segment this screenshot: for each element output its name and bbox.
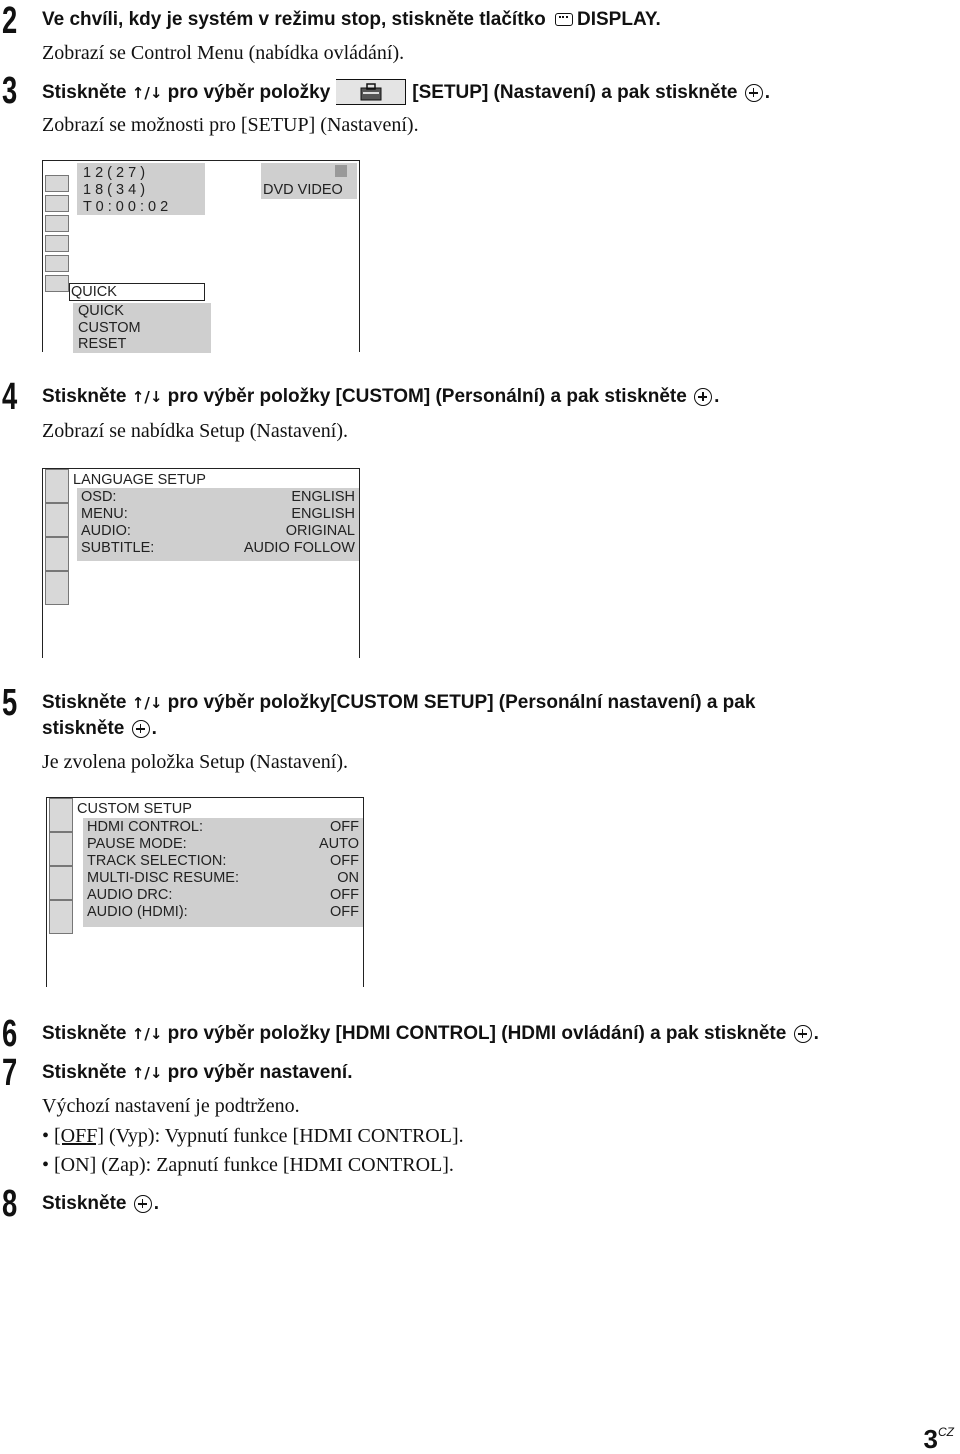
menu-icon-slot bbox=[45, 469, 69, 503]
step-5-instruction: Stiskněte ↑/↓ pro výběr položky[CUSTOM SETUP] (Personální nastavení) a pak bbox=[42, 692, 756, 713]
menu-icon-slot bbox=[49, 900, 73, 934]
option-on: [ON] bbox=[54, 1154, 97, 1176]
up-down-arrows-icon: ↑/↓ bbox=[131, 1064, 163, 1082]
setting-row-osd[interactable]: OSD: ENGLISH bbox=[81, 489, 355, 505]
menu-title: LANGUAGE SETUP bbox=[73, 472, 206, 488]
menu-icon-slot bbox=[45, 571, 69, 605]
step-4-result: Zobrazí se nabídka Setup (Nastavení). bbox=[42, 420, 349, 442]
setup-option-reset[interactable]: RESET bbox=[78, 336, 127, 352]
step-7-note: Výchozí nastavení je podtrženo. bbox=[42, 1095, 300, 1117]
menu-icon-slot bbox=[45, 235, 69, 252]
setup-toolbox-icon bbox=[336, 79, 406, 105]
media-indicator-square bbox=[335, 165, 347, 177]
step-2-instruction: Ve chvíli, kdy je systém v režimu stop, stiskněte tlačítko DISPLAY. bbox=[42, 9, 661, 30]
setting-row-track-selection[interactable]: TRACK SELECTION: OFF bbox=[87, 853, 359, 869]
setup-options-list bbox=[73, 303, 211, 353]
page-number: $3^{CZ}$ bbox=[923, 1424, 954, 1454]
setting-row-pause-mode[interactable]: PAUSE MODE: AUTO bbox=[87, 836, 359, 852]
menu-icon-slot bbox=[49, 832, 73, 866]
step-number-8: 8 bbox=[2, 1183, 18, 1225]
step-number-6: 6 bbox=[2, 1013, 18, 1055]
step-number-5: 5 bbox=[2, 682, 18, 724]
custom-settings-list bbox=[83, 818, 363, 927]
control-menu-screen bbox=[42, 160, 360, 352]
menu-icon-slot bbox=[45, 195, 69, 212]
setup-option-custom[interactable]: CUSTOM bbox=[78, 320, 141, 336]
step-3-result: Zobrazí se možnosti pro [SETUP] (Nastavení). bbox=[42, 114, 419, 136]
up-down-arrows-icon: ↑/↓ bbox=[131, 84, 163, 102]
step-7-instruction: Stiskněte ↑/↓ pro výběr nastavení. bbox=[42, 1062, 353, 1083]
enter-button-icon bbox=[132, 720, 150, 738]
menu-title: CUSTOM SETUP bbox=[77, 801, 192, 817]
step-5-result: Je zvolena položka Setup (Nastavení). bbox=[42, 751, 349, 773]
option-on-item: • [ON] (Zap): Zapnutí funkce [HDMI CONTROL]. bbox=[42, 1154, 454, 1176]
step-2-result: Zobrazí se Control Menu (nabídka ovládání). bbox=[42, 42, 405, 64]
menu-icon-slot bbox=[45, 275, 69, 292]
title-chapter-time-readout: 1 2 ( 2 7 ) 1 8 ( 3 4 ) T 0 : 0 0 : 0 2 bbox=[77, 163, 205, 215]
menu-icon-slot bbox=[45, 215, 69, 232]
custom-setup-screen bbox=[46, 797, 364, 987]
media-type-badge: DVD VIDEO bbox=[261, 163, 357, 199]
step-6-instruction: Stiskněte ↑/↓ pro výběr položky [HDMI CONTROL] (HDMI ovládání) a pak stiskněte . bbox=[42, 1023, 819, 1044]
menu-icon-slot bbox=[45, 255, 69, 272]
enter-button-icon bbox=[745, 84, 763, 102]
step-number-2: 2 bbox=[2, 0, 18, 42]
menu-icon-slot bbox=[45, 503, 69, 537]
step-number-3: 3 bbox=[2, 70, 18, 112]
setting-row-multi-disc-resume[interactable]: MULTI-DISC RESUME: ON bbox=[87, 870, 359, 886]
language-settings-list bbox=[77, 488, 359, 561]
step-5-instruction-cont: stiskněte . bbox=[42, 718, 157, 739]
menu-icon-slot bbox=[49, 866, 73, 900]
enter-button-icon bbox=[794, 1025, 812, 1043]
setup-option-quick[interactable]: QUICK bbox=[78, 303, 124, 319]
menu-icon-slot bbox=[45, 175, 69, 192]
up-down-arrows-icon: ↑/↓ bbox=[131, 1025, 163, 1043]
enter-button-icon bbox=[694, 388, 712, 406]
step-number-4: 4 bbox=[2, 376, 18, 418]
page-language: CZ bbox=[938, 1425, 954, 1439]
menu-icon-slot bbox=[45, 537, 69, 571]
option-off-item: • [OFF] (Vyp): Vypnutí funkce [HDMI CONTROL]. bbox=[42, 1125, 464, 1147]
default-option-off: [OFF] bbox=[54, 1125, 105, 1147]
enter-button-icon bbox=[134, 1195, 152, 1213]
setup-selected-box: QUICK bbox=[69, 283, 205, 301]
step-number-7: 7 bbox=[2, 1052, 18, 1094]
setting-row-hdmi-control[interactable]: HDMI CONTROL: OFF bbox=[87, 819, 359, 835]
setting-row-menu[interactable]: MENU: ENGLISH bbox=[81, 506, 355, 522]
step-4-instruction: Stiskněte ↑/↓ pro výběr položky [CUSTOM] (Personální) a pak stiskněte . bbox=[42, 386, 720, 407]
up-down-arrows-icon: ↑/↓ bbox=[131, 694, 163, 712]
up-down-arrows-icon: ↑/↓ bbox=[131, 388, 163, 406]
setting-row-subtitle[interactable]: SUBTITLE: AUDIO FOLLOW bbox=[81, 540, 355, 556]
setting-row-audio[interactable]: AUDIO: ORIGINAL bbox=[81, 523, 355, 539]
menu-icon-slot bbox=[49, 798, 73, 832]
step-3-instruction: Stiskněte ↑/↓ pro výběr položky [SETUP] (Nastavení) a pak stiskněte . bbox=[42, 79, 770, 105]
display-button-icon bbox=[555, 13, 573, 26]
step-8-instruction: Stiskněte . bbox=[42, 1193, 160, 1214]
setting-row-audio-drc[interactable]: AUDIO DRC: OFF bbox=[87, 887, 359, 903]
language-setup-screen bbox=[42, 468, 360, 658]
setting-row-audio-hdmi[interactable]: AUDIO (HDMI): OFF bbox=[87, 904, 359, 920]
